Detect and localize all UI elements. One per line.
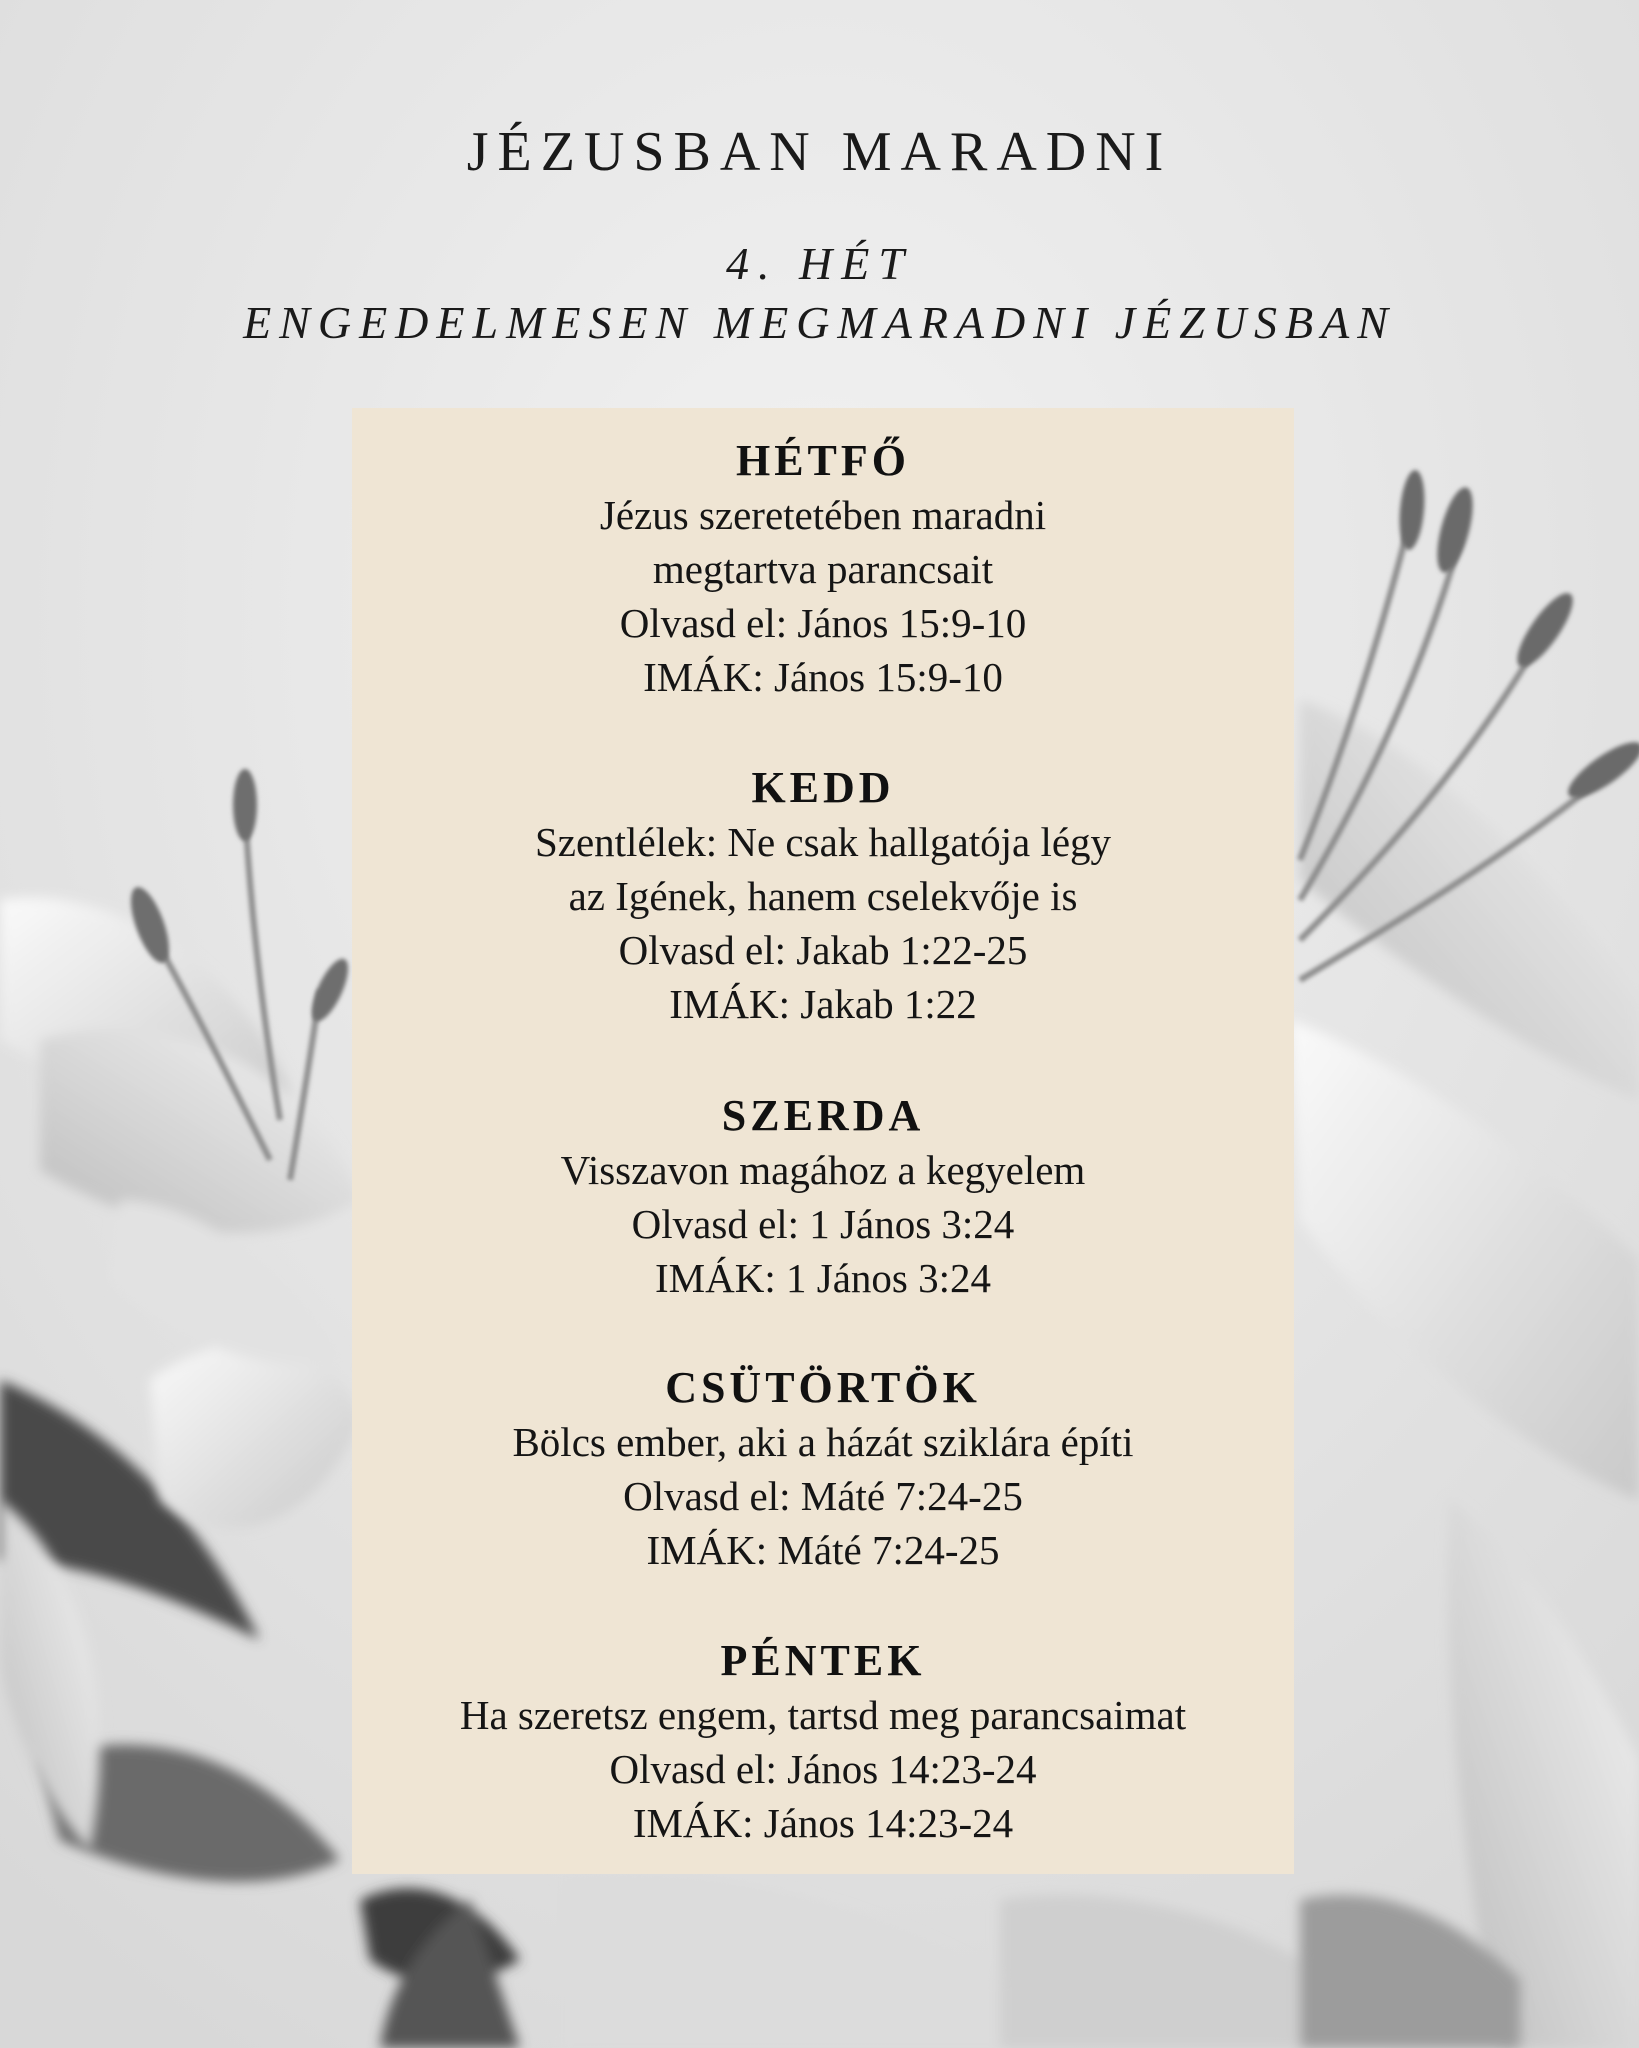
day-name: SZERDA: [721, 1091, 925, 1140]
reading-reference: Olvasd el: János 15:9-10: [619, 600, 1027, 646]
reading-reference: Olvasd el: 1 János 3:24: [631, 1201, 1015, 1247]
topic-line: megtartva parancsait: [652, 546, 994, 592]
topic-line: Ha szeretsz engem, tartsd meg parancsaimat: [459, 1692, 1187, 1738]
day-friday: [352, 1634, 1294, 1850]
day-name: PÉNTEK: [720, 1636, 926, 1685]
week-theme: ENGEDELMESEN MEGMARADNI JÉZUSBAN: [243, 297, 1396, 348]
day-tuesday: [352, 761, 1294, 1031]
page-title: JÉZUSBAN MARADNI: [466, 121, 1173, 183]
topic-line: Bölcs ember, aki a házát sziklára építi: [512, 1419, 1134, 1465]
day-name: HÉTFŐ: [735, 436, 911, 485]
day-thursday: [352, 1361, 1294, 1577]
prayer-reference: IMÁK: Máté 7:24-25: [646, 1527, 1000, 1573]
day-wednesday: [352, 1089, 1294, 1305]
reading-plan-panel: [352, 408, 1294, 1874]
reading-reference: Olvasd el: János 14:23-24: [609, 1746, 1037, 1792]
prayer-reference: IMÁK: János 14:23-24: [632, 1800, 1014, 1846]
day-monday: [352, 434, 1294, 704]
topic-line: Szentlélek: Ne csak hallgatója légy: [534, 819, 1112, 865]
topic-line: Jézus szeretetében maradni: [599, 492, 1047, 538]
prayer-reference: IMÁK: Jakab 1:22: [669, 981, 977, 1027]
reading-reference: Olvasd el: Jakab 1:22-25: [618, 927, 1028, 973]
day-name: CSÜTÖRTÖK: [665, 1363, 981, 1412]
topic-line: az Igének, hanem cselekvője is: [568, 873, 1078, 919]
reading-reference: Olvasd el: Máté 7:24-25: [623, 1473, 1023, 1519]
prayer-reference: IMÁK: János 15:9-10: [643, 654, 1003, 700]
week-label: 4. HÉT: [726, 238, 913, 289]
prayer-reference: IMÁK: 1 János 3:24: [655, 1255, 991, 1301]
day-name: KEDD: [751, 763, 895, 812]
topic-line: Visszavon magához a kegyelem: [560, 1147, 1086, 1193]
